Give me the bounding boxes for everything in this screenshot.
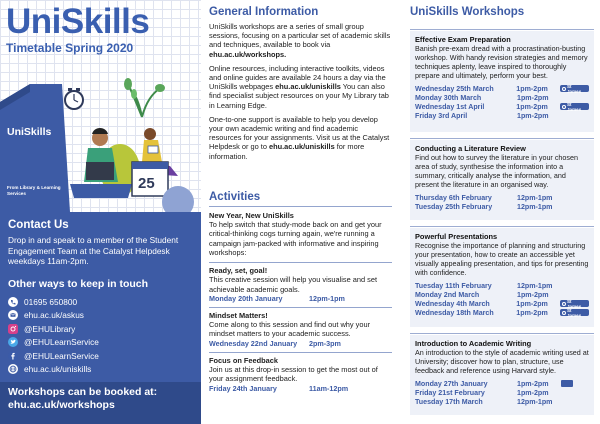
contact-item-instagram[interactable] [8,322,99,336]
contact-text: 01695 650800 [24,296,78,307]
session-row[interactable] [415,388,589,397]
contact-item-twitter[interactable] [8,336,99,350]
session-time: 1pm-2pm [516,299,548,308]
session-date: Monday 2nd March [415,290,480,299]
session-row[interactable] [415,397,589,406]
session-date: Wednesday 1st April [415,102,485,111]
session-time: 1pm-2pm [517,290,549,299]
session-time: 12pm-1pm [309,293,345,303]
contact-heading: Contact Us [8,219,69,231]
workshops-link[interactable]: ehu.ac.uk/workshops. [209,49,287,59]
right-column [402,0,600,424]
contact-text: @EHULearnService [24,350,99,361]
workshops-heading: UniSkills Workshops [410,6,525,18]
session-time: 2pm-3pm [309,338,341,348]
workshop-description: Find out how to survey the literature in your chosen area of study, synthesise the information into a summary, critically analyse the information, and present the literature in an organised way. [415,153,579,190]
contact-panel [0,212,201,424]
workshop-card [410,31,594,132]
booking-banner[interactable] [0,382,201,424]
session-date: Friday 24th January [209,383,277,393]
session-row[interactable] [415,299,589,308]
calendar-icon [132,162,168,196]
facebook-icon [8,351,18,361]
contact-list [8,295,99,376]
session-row[interactable] [415,290,589,299]
session-date: Tuesday 11th February [415,281,492,290]
general-paragraph-2 [209,64,392,110]
st-james-badge [560,103,589,110]
session-date: Wednesday 25th March [415,84,494,93]
session-list [415,281,589,317]
session-time: 1pm-2pm [517,93,549,102]
session-date: Wednesday 4th March [415,299,490,308]
activity-title: Ready, set, goal! [209,266,268,276]
svg-text:25: 25 [138,175,155,192]
divider [209,262,392,263]
session-time: 12pm-1pm [517,281,553,290]
booking-label: Workshops can be booked at: [8,386,158,398]
workshop-card [410,140,594,220]
uniskills-link[interactable]: ehu.ac.uk/uniskills [275,82,341,92]
st-james-badge [560,309,589,316]
activity-text: Join us at this drop-in session to get the most out of your assignment feedback. [209,365,378,384]
activities-heading: Activities [209,190,261,203]
timetable-tagline: Timetable Spring 2020 [6,41,134,55]
divider [209,352,392,353]
activity-session[interactable] [209,339,392,348]
divider [410,29,594,30]
session-date: Friday 3rd April [415,111,468,120]
email-icon [8,310,18,320]
paragraph-text: Online resources, including interactive toolkits, videos and online guides are available 24 hours a day via the UniSkills webpages [209,63,386,92]
keep-in-touch-heading: Other ways to keep in touch [8,278,149,290]
twitter-icon [8,337,18,347]
divider [410,138,594,139]
session-date: Monday 20th January [209,293,283,303]
divider [410,226,594,227]
session-date: Thursday 6th February [415,193,492,202]
session-row[interactable] [415,193,589,202]
activity-intro-text: To help switch that study-mode back on and get your critical-thinking cogs turning again, we're running a campaign jam-packed with informative and inspiring workshops: [209,220,382,257]
contact-text: ehu.ac.uk/askus [24,310,84,321]
session-time: 1pm-2pm [516,102,548,111]
session-row[interactable] [415,84,589,93]
activity-session[interactable] [209,294,392,303]
contact-item-facebook[interactable] [8,349,99,363]
session-date: Wednesday 18th March [415,308,494,317]
session-date: Monday 30th March [415,93,482,102]
contact-item-web[interactable] [8,363,99,377]
hero-banner [0,0,201,212]
session-list [415,84,589,120]
badge-text: St James [566,83,582,94]
paragraph-text: You can also find specialist subject resources on your My Library tab in Learning Edge. [209,82,389,110]
workshop-description: An introduction to the style of academic writing used at University; discover how to plan, structure, use feedback and reference using Harvard style. [415,348,589,376]
instagram-icon [8,324,18,334]
session-date: Monday 27th January [415,379,488,388]
session-time: 1pm-2pm [516,308,548,317]
contact-item-email[interactable] [8,309,99,323]
session-time: 11am-12pm [309,383,349,393]
workshop-title: Powerful Presentations [415,232,498,241]
location-pin-icon [562,87,566,91]
session-date: Friday 21st February [415,388,485,397]
session-list [415,193,589,211]
activity-text: This creative session will help you visualise and set achievable academic goals. [209,275,378,294]
badge-text: St James [566,298,582,309]
session-date: Wednesday 22nd January [209,338,298,348]
session-row[interactable] [415,93,589,102]
location-pin-icon [562,105,566,109]
session-row[interactable] [415,111,589,120]
workshop-title: Conducting a Literature Review [415,144,526,153]
web-icon [8,364,18,374]
activity-title: Focus on Feedback [209,355,278,365]
general-paragraph-3 [209,115,392,161]
session-time: 1pm-2pm [516,84,548,93]
workshop-description: Banish pre-exam dread with a procrastination-busting workshop. With handy revision strategies and memory techniques aplenty, leave inspired to thoroughly prepare and ultimately, perform your best. [415,44,588,81]
clock-icon [65,88,83,109]
general-info-heading: General Information [209,6,319,18]
contact-description: Drop in and speak to a member of the Student Engagement Team at the Catalyst Helpdesk weekdays 11am-2pm. [8,235,179,266]
badge-text: St James [566,101,582,112]
session-row[interactable] [415,308,589,317]
contact-text: @EHULibrary [24,323,76,334]
st-james-badge [560,85,589,92]
location-pin-icon [562,302,566,306]
left-column [0,0,201,424]
session-time: 12pm-1pm [517,193,553,202]
paragraph-text: for more information. [209,142,365,161]
paragraph-text: UniSkills workshops are a series of small group sessions, focusing on a particular set of academic skills and techniques, available to book via [209,22,391,50]
location-pin-icon [562,311,566,315]
uniskills-logo: UniSkills [7,126,52,138]
session-list [415,379,589,406]
workshop-card [410,228,594,327]
session-date: Tuesday 17th March [415,397,483,406]
plant-icon [124,78,165,117]
session-time: 1pm-2pm [517,388,549,397]
activity-title: Mindset Matters! [209,310,268,320]
session-time: 12pm-1pm [517,202,553,211]
contact-text: ehu.ac.uk/uniskills [24,364,92,375]
paragraph-text: One-to-one support is available to help you develop your own academic writing and find academic resources for your assignments. Visit us at the Catalyst Helpdesk or go to [209,114,390,152]
middle-column [201,0,400,424]
workshop-title: Effective Exam Preparation [415,35,511,44]
online-monitor-icon [561,380,573,387]
contact-item-phone[interactable] [8,295,99,309]
session-time: 1pm-2pm [517,111,549,120]
workshop-card [410,335,594,415]
divider [209,307,392,308]
activity-intro-title: New Year, New UniSkills [209,210,294,220]
booking-link[interactable]: ehu.ac.uk/workshops [8,399,115,411]
session-row[interactable] [415,102,589,111]
divider [209,206,392,207]
workshop-title: Introduction to Academic Writing [415,339,532,348]
session-date: Tuesday 25th February [415,202,493,211]
session-row[interactable] [415,281,589,290]
session-time: 12pm-1pm [517,397,553,406]
session-time: 1pm-2pm [517,379,549,388]
divider [410,333,594,334]
from-library-text: From Library & Learning Services [7,185,61,196]
activity-session[interactable] [209,384,392,393]
contact-text: @EHULearnService [24,337,99,348]
phone-icon [8,297,18,307]
brand-title: UniSkills [6,2,150,41]
session-row[interactable] [415,379,589,388]
uniskills-link[interactable]: ehu.ac.uk/uniskills [268,142,335,152]
activity-text: Come along to this session and find out why your mindset matters to your academic success. [209,320,371,339]
session-row[interactable] [415,202,589,211]
st-james-badge [560,300,589,307]
badge-text: St James [566,307,582,318]
general-paragraph-1 [209,22,392,59]
workshop-description: Recognise the importance of planning and structuring your presentation, how to create an accessible yet visually appealing presentation, and tips for presenting with confidence. [415,241,589,278]
